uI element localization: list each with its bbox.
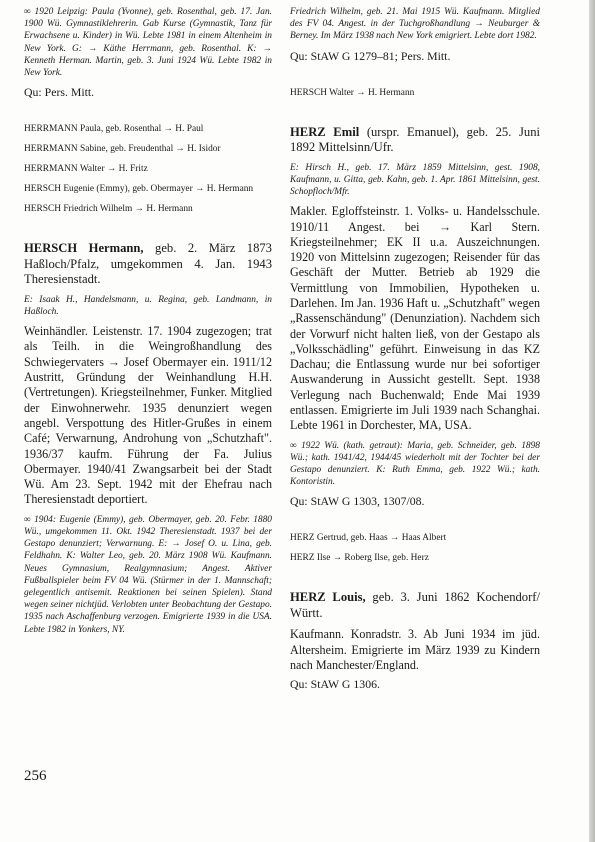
entry-name: HERSCH Hermann, [24, 241, 144, 256]
cross-reference: HERZ Ilse → Roberg Ilse, geb. Herz [290, 553, 429, 564]
entry-body: Makler. Egloffsteinstr. 1. Volks- u. Handelsschule. 1910/11 Angest. bei → Karl Stern. Kriegsteilnehmer; EK II u.a. Auszeichnungen. 1920 von Mittelsinn zugezogen; Reisender für das Geschäft der Mutter. Betrieb ab 1929 die Vermittlung von Immobilien, Hypotheken u. Darlehen. Im Jan. 1936 Haft u. „Schutzhaft" wegen „Rassenschändung" (Denunziation). Nachdem sich der Vorwurf nicht halten ließ, von der Gestapo als „Volksschädling" geführt. Einweisung in das KZ Dachau; die Entlassung wurde nur bei sofortiger Auswanderung in Aussicht gestellt. Sept. 1938 Verlegung nach Buchenwald; Ende Mai 1939 entlassen. Emigrierte im Juli 1939 nach Schanghai. Lebte 1961 in Dorchester, MA, USA. [290, 204, 540, 433]
cross-reference: HERSCH Friedrich Wilhelm → H. Hermann [24, 204, 193, 215]
source-note: Qu: Pers. Mitt. [24, 85, 95, 100]
source-note: Qu: StAW G 1306. [290, 677, 380, 692]
entry-body: Weinhändler. Leistenstr. 17. 1904 zugezogen; trat als Teilh. in die Weingroßhandlung des Schwiegervaters → Josef Obermayer ein. 1911/12 Austritt, Gründung der Weinhandlung H.H. (Vertretungen). Kriegsteilnehmer, Funker. Mitglied der Einwohnerwehr. 1935 denunziert wegen angebl. Verspottung des Hitler-Grußes in einem Café; Verwarnung, Androhung von „Schutzhaft". 1936/37 kaufm. Führung der Fa. Julius Obermayer. 1940/41 Zwangsarbeit bei der Stadt Wü. Am 23. Sept. 1942 mit der Ehefrau nach Theresienstadt deportiert. [24, 324, 272, 507]
entry-heading [290, 590, 540, 621]
entry-dates: geb. 3. Juni 1862 Kochendorf/ Württ. [290, 590, 540, 620]
entry-dates: geb. 2. März 1873 Haßloch/Pfalz, umgekommen 4. Jan. 1943 Theresienstadt. [24, 241, 272, 287]
entry-name: HERZ Emil [290, 124, 360, 139]
entry-heading [24, 241, 272, 288]
cross-reference: HERZ Gertrud, geb. Haas → Haas Albert [290, 533, 447, 544]
entry-marriage: ∞ 1922 Wü. (kath. getraut): Maria, geb. Schneider, geb. 1898 Wü.; kath. 1941/42, 1944/45 wiederholt mit der Tochter bei der Gestapo denunziert. K: Ruth Emma, geb. 1922 Wü.; kath. Kontoristin. [290, 440, 540, 488]
cross-reference: HERRMANN Sabine, geb. Freudenthal → H. Isidor [24, 144, 221, 155]
entry-dates: (urspr. Emanuel), geb. 25. Juni 1892 Mittelsinn/Ufr. [290, 124, 540, 155]
entry-body: Kaufmann. Konradstr. 3. Ab Juni 1934 im jüd. Altersheim. Emigrierte im März 1939 zu Kindern nach Manchester/England. [290, 627, 540, 673]
entry-name: HERZ Louis, [290, 590, 366, 605]
entry-heading [290, 125, 540, 156]
entry-continuation: Friedrich Wilhelm, geb. 21. Mai 1915 Wü. Kaufmann. Mitglied des FV 04. Angest. in der Tuchgroßhandlung → Neuburger & Berney. Im März 1938 nach New York emigriert. Lebte dort 1982. [290, 7, 540, 42]
entry-marriage: ∞ 1904: Eugenie (Emmy), geb. Obermayer, geb. 20. Febr. 1880 Wü., umgekommen 11. Okt. 1942 Theresienstadt. 1937 bei der Gestapo denunziert; Verwarnung. E: → Josef O. u. Lina, geb. Feldhahn. K: Walter Leo, geb. 20. März 1908 Wü. Kaufmann. Neues Gymnasium, Realgymnasium; Angest. Aktiver Fußballspieler beim FV 04 Wü. (Stürmer in der 1. Mannschaft; gelegentlich antisemit. Reaktionen bei seinen Spielen). Stand wegen seiner nichtjüd. Verlobten unter Beobachtung der Gestapo. 1935 nach Aschaffenburg verzogen. Emigrierte 1939 in die USA. Lebte 1982 in Yonkers, NY. [24, 514, 272, 635]
entry-continuation: ∞ 1920 Leipzig: Paula (Yvonne), geb. Rosenthal, geb. 17. Jan. 1900 Wü. Gymnastiklehrerin. Gab Kurse (Gymnastik, Tanz für Erwachsene u. Kinder) in Wü. Lebte 1981 in einem Altenheim in New York. G: → Käthe Herrmann, geb. Rosenthal. K: → Kenneth Herman. Martin, geb. 3. Juni 1924 Wü. Lebte 1982 in New York. [24, 7, 272, 79]
source-note: Qu: StAW G 1303, 1307/08. [290, 494, 425, 509]
entry-family: E: Isaak H., Handelsmann, u. Regina, geb. Landmann, in Haßloch. [24, 294, 272, 317]
right-column [290, 6, 540, 691]
source-note: Qu: StAW G 1279–81; Pers. Mitt. [290, 48, 451, 63]
page-edge [589, 0, 595, 842]
cross-reference: HERRMANN Walter → H. Fritz [24, 164, 148, 175]
left-column [24, 6, 272, 636]
entry-family: E: Hirsch H., geb. 17. März 1859 Mittelsinn, gest. 1908, Kaufmann, u. Gitta, geb. Kahn, geb. 1. Apr. 1861 Mittelsinn, gest. Schopfloch/Mfr. [290, 162, 540, 198]
page-number: 256 [24, 768, 47, 784]
cross-reference: HERSCH Eugenie (Emmy), geb. Obermayer → H. Hermann [24, 184, 254, 195]
cross-reference: HERSCH Walter → H. Hermann [290, 87, 415, 98]
cross-reference: HERRMANN Paula, geb. Rosenthal → H. Paul [24, 124, 204, 135]
